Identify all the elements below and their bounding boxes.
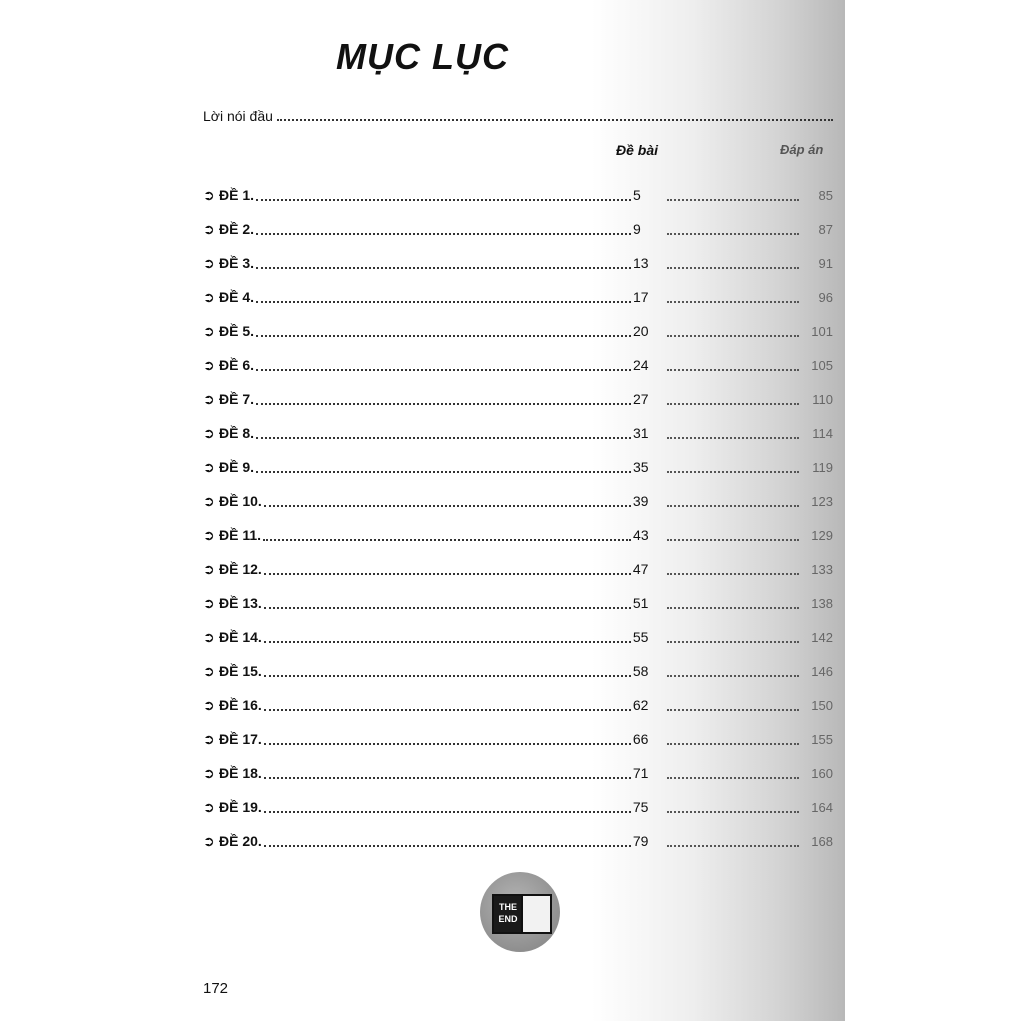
toc-row: [203, 552, 833, 586]
toc-row: [203, 280, 833, 314]
dot-leader: [264, 810, 631, 813]
dot-leader: [264, 742, 631, 745]
dot-leader: [256, 300, 631, 303]
toc-row-answer-page: 119: [812, 459, 833, 475]
arrow-icon: ➲: [203, 322, 215, 339]
dot-leader: [256, 266, 631, 269]
dot-leader: [264, 504, 631, 507]
toc-row: [203, 212, 833, 246]
toc-row-page: 58: [632, 663, 649, 679]
dot-leader: [256, 368, 631, 371]
toc-row-label: ĐỀ 9.: [219, 459, 255, 475]
arrow-icon: ➲: [203, 832, 215, 849]
toc-row-answer-page: 150: [811, 697, 833, 713]
toc-row-label: ĐỀ 5.: [219, 323, 255, 339]
dot-leader: [256, 436, 631, 439]
toc-row-answer-page: 160: [811, 765, 833, 781]
dot-leader: [667, 334, 799, 337]
toc-row-answer-page: 138: [811, 595, 833, 611]
toc-list: [203, 178, 833, 858]
dot-leader: [277, 118, 833, 121]
toc-row: [203, 348, 833, 382]
page-number: 172: [203, 980, 229, 997]
toc-row-label: ĐỀ 4.: [219, 289, 255, 305]
dot-leader: [667, 232, 799, 235]
toc-row-label: ĐỀ 18.: [219, 765, 262, 781]
toc-row: [203, 790, 833, 824]
arrow-icon: ➲: [203, 696, 215, 713]
dot-leader: [667, 810, 799, 813]
dot-leader: [264, 776, 631, 779]
badge-text-line1: THE: [499, 902, 517, 912]
toc-row-page: 39: [632, 493, 649, 509]
arrow-icon: ➲: [203, 730, 215, 747]
dot-leader: [264, 674, 631, 677]
dot-leader: [667, 606, 799, 609]
dot-leader: [667, 640, 799, 643]
arrow-icon: ➲: [203, 798, 215, 815]
toc-row-page: 35: [633, 459, 649, 475]
dot-leader: [667, 198, 799, 201]
toc-row-answer-page: 133: [811, 561, 833, 577]
toc-row-label: ĐỀ 17.: [219, 731, 262, 747]
toc-row-page: 9: [633, 221, 641, 237]
toc-row: [203, 620, 833, 654]
dot-leader: [667, 266, 799, 269]
arrow-icon: ➲: [203, 458, 215, 475]
toc-row-page: 62: [632, 697, 649, 713]
arrow-icon: ➲: [203, 390, 215, 407]
page-title: MỤC LỤC: [336, 36, 509, 77]
toc-row-page: 20: [633, 323, 649, 339]
toc-row-answer-page: 129: [811, 527, 833, 543]
arrow-icon: ➲: [203, 356, 215, 373]
toc-row-answer-page: 85: [818, 187, 833, 203]
toc-row: [203, 416, 833, 450]
toc-row: [203, 756, 833, 790]
toc-row-answer-page: 146: [811, 663, 833, 679]
arrow-icon: ➲: [203, 764, 215, 781]
toc-row-answer-page: 164: [811, 799, 833, 815]
toc-row-answer-page: 110: [812, 391, 833, 407]
toc-row-page: 66: [632, 731, 649, 747]
toc-row-page: 75: [632, 799, 649, 815]
toc-row-label: ĐỀ 8.: [219, 425, 255, 441]
dot-leader: [256, 198, 631, 201]
dot-leader: [667, 368, 799, 371]
arrow-icon: ➲: [203, 628, 215, 645]
dot-leader: [667, 538, 799, 541]
toc-row-label: ĐỀ 1.: [219, 187, 255, 203]
toc-row: [203, 314, 833, 348]
toc-row-answer-page: 101: [811, 323, 833, 339]
toc-row-label: ĐỀ 2.: [219, 221, 255, 237]
toc-row-page: 43: [633, 527, 649, 543]
toc-row: [203, 722, 833, 756]
toc-row-label: ĐỀ 14.: [219, 629, 262, 645]
arrow-icon: ➲: [203, 424, 215, 441]
toc-row-page: 55: [632, 629, 649, 645]
toc-row-answer-page: 105: [811, 357, 833, 373]
toc-row-page: 5: [633, 187, 641, 203]
toc-row: [203, 246, 833, 280]
arrow-icon: ➲: [203, 492, 215, 509]
toc-row-label: ĐỀ 7.: [219, 391, 255, 407]
book-icon: [492, 894, 552, 934]
arrow-icon: ➲: [203, 594, 215, 611]
toc-row-page: 79: [632, 833, 649, 849]
toc-row-answer-page: 123: [811, 493, 833, 509]
dot-leader: [667, 742, 799, 745]
toc-row-label: ĐỀ 15.: [219, 663, 262, 679]
toc-row: [203, 824, 833, 858]
toc-row-page: 51: [632, 595, 649, 611]
dot-leader: [667, 572, 799, 575]
dot-leader: [263, 538, 631, 541]
background: [845, 0, 1021, 1021]
dot-leader: [256, 334, 631, 337]
dot-leader: [264, 606, 631, 609]
preface-label: Lời nói đầu: [203, 108, 273, 124]
arrow-icon: ➲: [203, 254, 215, 271]
toc-row-page: 31: [633, 425, 649, 441]
dot-leader: [256, 232, 631, 235]
arrow-icon: ➲: [203, 560, 215, 577]
dot-leader: [667, 300, 799, 303]
preface-entry: [203, 108, 833, 124]
toc-row: [203, 382, 833, 416]
toc-row: [203, 688, 833, 722]
toc-row-label: ĐỀ 12.: [219, 561, 262, 577]
toc-row-page: 71: [632, 765, 649, 781]
toc-row-label: ĐỀ 10.: [219, 493, 262, 509]
dot-leader: [256, 402, 631, 405]
dot-leader: [667, 844, 799, 847]
toc-row: [203, 450, 833, 484]
dot-leader: [264, 640, 631, 643]
arrow-icon: ➲: [203, 526, 215, 543]
toc-row-label: ĐỀ 16.: [219, 697, 262, 713]
arrow-icon: ➲: [203, 220, 215, 237]
the-end-badge: [480, 872, 560, 952]
toc-row-answer-page: 96: [818, 289, 833, 305]
toc-row-answer-page: 155: [811, 731, 833, 747]
toc-row-page: 27: [633, 391, 649, 407]
toc-row-label: ĐỀ 11.: [219, 527, 262, 543]
toc-row: [203, 654, 833, 688]
dot-leader: [667, 776, 799, 779]
column-header-de-bai: Đề bài: [616, 142, 659, 158]
dot-leader: [667, 708, 799, 711]
toc-row-label: ĐỀ 20.: [219, 833, 262, 849]
toc-row-answer-page: 91: [818, 255, 833, 271]
toc-row-page: 17: [633, 289, 649, 305]
dot-leader: [264, 844, 631, 847]
arrow-icon: ➲: [203, 186, 215, 203]
dot-leader: [667, 436, 799, 439]
toc-row-label: ĐỀ 19.: [219, 799, 262, 815]
toc-row: [203, 484, 833, 518]
toc-row-answer-page: 87: [818, 221, 833, 237]
dot-leader: [667, 402, 799, 405]
arrow-icon: ➲: [203, 288, 215, 305]
toc-row-answer-page: 114: [812, 425, 833, 441]
toc-row-page: 13: [633, 255, 649, 271]
toc-row-answer-page: 168: [811, 833, 833, 849]
dot-leader: [264, 708, 631, 711]
arrow-icon: ➲: [203, 662, 215, 679]
toc-row-label: ĐỀ 3.: [219, 255, 255, 271]
toc-row-page: 47: [632, 561, 649, 577]
badge-text-line2: END: [498, 914, 518, 924]
dot-leader: [667, 674, 799, 677]
column-header-dap-an: Đáp án: [780, 142, 824, 157]
dot-leader: [667, 470, 799, 473]
dot-leader: [264, 572, 631, 575]
toc-row-answer-page: 142: [811, 629, 833, 645]
toc-row-label: ĐỀ 6.: [219, 357, 255, 373]
toc-row-page: 24: [633, 357, 649, 373]
toc-row: [203, 518, 833, 552]
toc-row-label: ĐỀ 13.: [219, 595, 262, 611]
dot-leader: [667, 504, 799, 507]
toc-row: [203, 178, 833, 212]
dot-leader: [256, 470, 631, 473]
toc-row: [203, 586, 833, 620]
